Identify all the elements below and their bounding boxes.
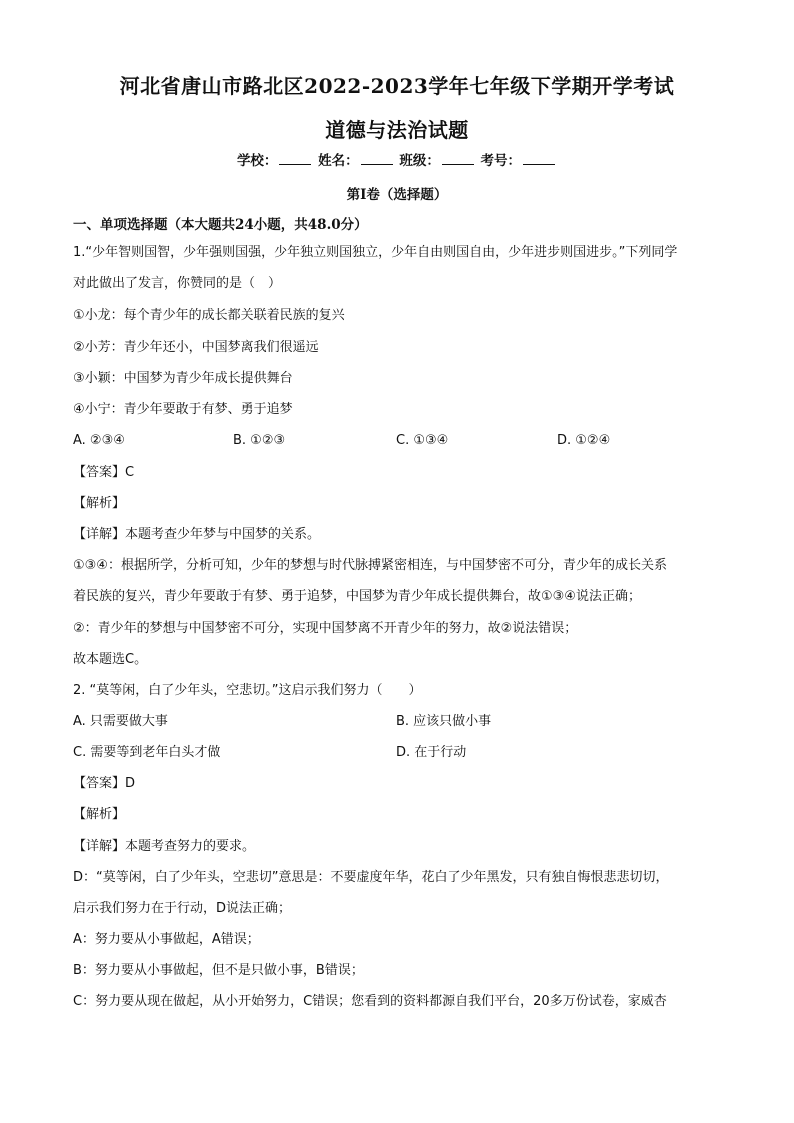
exam-subtitle: 道德与法治试题 [325,118,469,142]
q1-option-a: A. ②③④ [73,433,125,448]
q2-detail [73,838,255,856]
section-heading: 一、单项选择题（本大题共24小题，共48.0分） [73,217,368,233]
school-label: 学校： [236,153,278,169]
q1-statement-2: ②小芳：青少年还小，中国梦离我们很遥远 [73,340,319,355]
q1-explain-line1: ①③④：根据所学，分析可知，少年的梦想与时代脉搏紧密相连，与中国梦密不可分，青少年的成长关系 [73,558,667,573]
q1-statement-3: ③小颖：中国梦为青少年成长提供舞台 [73,371,293,386]
class-blank [442,152,474,165]
q1-option-c: C. ①③④ [396,433,449,448]
detail-text: 本题考查少年梦与中国梦的关系。 [125,527,321,542]
detail-tag: 【详解】 [73,839,126,854]
q2-option-a: A. 只需要做大事 [73,714,168,729]
detail-tag: 【详解】 [73,527,126,542]
answer-tag: 【答案】 [73,465,126,480]
q2-explain-line1: D：“莫等闲，白了少年头，空悲切”意思是：不要虚度年华，花白了少年黑发，只有独自悔恨悲悲切切， [73,870,669,885]
volume-heading: 第Ⅰ卷（选择题） [346,187,448,203]
q1-conclusion: 故本题选C。 [73,652,148,667]
name-blank [361,152,393,165]
q2-option-c: C. 需要等到老年白头才做 [73,745,221,760]
q2-explain-line4: B：努力要从小事做起，但不是只做小事，B错误； [73,963,364,978]
q1-option-d: D. ①②④ [557,433,611,448]
q1-detail [73,526,320,544]
q1-stem-line2: 对此做出了发言，你赞同的是（ ） [73,276,282,291]
student-info-line [0,149,794,169]
q1-option-b: B. ①②③ [233,433,286,448]
q2-analysis-tag: 【解析】 [73,807,126,822]
exam-no-label: 考号： [480,153,522,169]
q1-statement-1: ①小龙：每个青少年的成长都关联着民族的复兴 [73,308,345,323]
q1-statement-4: ④小宁：青少年要敢于有梦、勇于追梦 [73,402,293,417]
exam-title: 河北省唐山市路北区2022-2023学年七年级下学期开学考试 [119,74,675,98]
q1-stem-line1: 1.“少年智则国智，少年强则国强，少年独立则国独立，少年自由则国自由，少年进步则国进步。”下列同学 [73,245,678,260]
class-label: 班级： [399,153,440,169]
answer-value: D [125,776,136,791]
q2-stem: 2. “莫等闲，白了少年头，空悲切。”这启示我们努力（ ） [73,683,422,698]
q2-explain-line3: A：努力要从小事做起，A错误； [73,932,260,947]
answer-tag: 【答案】 [73,776,126,791]
school-blank [279,152,311,165]
detail-text: 本题考查努力的要求。 [125,839,256,854]
q2-option-d: D. 在于行动 [396,745,467,760]
q2-answer [73,775,135,793]
q1-explain-line2: 着民族的复兴，青少年要敢于有梦、勇于追梦，中国梦为青少年成长提供舞台，故①③④说法正确； [73,589,641,604]
q2-explain-line5: C：努力要从现在做起，从小开始努力，C错误；您看到的资料都源自我们平台，20多万份试卷，家威杏 [73,994,667,1009]
q2-option-b: B. 应该只做小事 [396,714,492,729]
exam-no-blank [523,152,555,165]
q1-analysis-tag: 【解析】 [73,496,126,511]
q1-explain-line3: ②：青少年的梦想与中国梦密不可分，实现中国梦离不开青少年的努力，故②说法错误； [73,621,578,636]
q1-answer [73,464,134,482]
q2-explain-line2: 启示我们努力在于行动，D说法正确； [73,901,292,916]
name-label: 姓名： [318,153,359,169]
answer-value: C [125,465,135,480]
